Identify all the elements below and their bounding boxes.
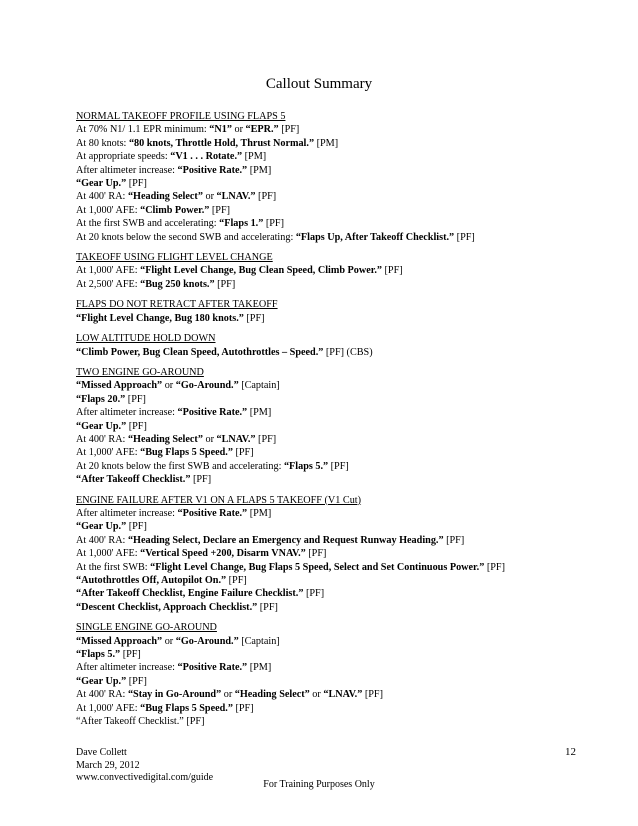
callout-phrase: “Vertical Speed +200, Disarm VNAV.” (140, 548, 306, 560)
callout-phrase: “Gear Up.” (76, 178, 127, 190)
callout-phrase: “Positive Rate.” (177, 164, 248, 176)
callout-text: At 400' RA: (76, 433, 128, 445)
callout-phrase: “Gear Up.” (76, 521, 127, 533)
callout-phrase: “Flight Level Change, Bug Flaps 5 Speed, Select and Set Continuous Power.” (150, 561, 485, 573)
section-heading: LOW ALTITUDE HOLD DOWN (76, 333, 216, 345)
callout-text: [PF] (362, 689, 383, 701)
callout-phrase: “EPR.” (245, 124, 279, 136)
section-heading: SINGLE ENGINE GO-AROUND (76, 622, 217, 634)
callout-text: [PF] (484, 561, 505, 573)
callout-text: [PM] (247, 407, 272, 419)
callout-phrase: “Go-Around.” (175, 635, 239, 647)
callout-line (76, 204, 596, 217)
callout-line (76, 473, 596, 486)
callout-text: [PM] (314, 137, 339, 149)
callout-line (76, 534, 596, 547)
callout-phrase: “Positive Rate.” (177, 407, 248, 419)
callout-text: [PF] (328, 460, 349, 472)
callout-line (76, 587, 596, 600)
callout-list (76, 110, 596, 735)
callout-phrase: “Descent Checklist, Approach Checklist.” (76, 601, 258, 613)
callout-section (76, 332, 596, 359)
callout-text: After altimeter increase: (76, 507, 178, 519)
callout-text: or (231, 124, 246, 136)
callout-text: At 400' RA: (76, 689, 128, 701)
callout-line (76, 177, 596, 190)
callout-phrase: “Stay in Go-Around” (127, 689, 222, 701)
callout-text: [PF] (CBS) (323, 346, 373, 358)
callout-text: At the first SWB: (76, 561, 151, 573)
callout-line (76, 137, 596, 150)
callout-line (76, 635, 596, 648)
footer-date: March 29, 2012 (76, 759, 140, 771)
callout-text: or (162, 380, 176, 392)
callout-text: At 1,000' AFE: (76, 548, 141, 560)
callout-text: [PM] (242, 151, 267, 163)
callout-text: [PF] (243, 312, 265, 324)
callout-phrase: “Bug 250 knots.” (140, 278, 215, 290)
callout-line (76, 312, 596, 325)
callout-phrase: “Bug Flaps 5 Speed.” (140, 702, 233, 714)
callout-phrase: “80 knots, Throttle Hold, Thrust Normal.” (128, 137, 315, 149)
section-heading: ENGINE FAILURE AFTER V1 ON A FLAPS 5 TAKEOFF (V1 Cut) (76, 494, 362, 506)
callout-text: At 20 knots below the second SWB and accelerating: (76, 231, 296, 243)
callout-text: [PM] (247, 662, 272, 674)
callout-text: [PM] (247, 164, 272, 176)
callout-text: [PF] (303, 588, 325, 600)
callout-text: [PM] (247, 507, 272, 519)
callout-phrase: “Flaps 5.” (76, 649, 121, 661)
callout-section (76, 366, 596, 487)
callout-line (76, 547, 596, 560)
callout-section (76, 621, 596, 728)
callout-text: [PF] (126, 521, 147, 533)
callout-line (76, 661, 596, 674)
callout-line (76, 231, 596, 244)
callout-text: [PF] (126, 178, 147, 190)
callout-text: [PF] (232, 702, 254, 714)
callout-line (76, 123, 596, 136)
callout-line (76, 574, 596, 587)
callout-line (76, 675, 596, 688)
callout-phrase: “Heading Select” (234, 689, 310, 701)
section-heading: NORMAL TAKEOFF PROFILE USING FLAPS 5 (76, 111, 286, 122)
callout-text: [PF] (226, 575, 247, 586)
callout-text: [PF] (126, 420, 147, 432)
callout-text: or (202, 191, 217, 203)
callout-text: or (202, 433, 217, 445)
callout-phrase: “Flaps 20.” (76, 393, 126, 405)
callout-text: At appropriate speeds: (76, 151, 171, 163)
callout-text: “After Takeoff Checklist.” [PF] (76, 716, 205, 728)
callout-text: [PF] (190, 474, 212, 486)
callout-text: At 1,000' AFE: (76, 447, 141, 459)
section-heading: TAKEOFF USING FLIGHT LEVEL CHANGE (76, 252, 273, 264)
callout-text: At the first SWB and accelerating: (76, 218, 220, 230)
callout-phrase: “Climb Power, Bug Clean Speed, Autothrottles – Speed.” (76, 346, 324, 358)
callout-line (76, 190, 596, 203)
callout-text: or (162, 635, 176, 647)
section-heading: FLAPS DO NOT RETRACT AFTER TAKEOFF (76, 299, 278, 311)
callout-text: [PF] (443, 534, 465, 546)
callout-text: At 70% N1/ 1.1 EPR minimum: (76, 124, 210, 136)
callout-text: [PF] (263, 218, 284, 230)
callout-line (76, 420, 596, 433)
callout-line (76, 406, 596, 419)
footer-url[interactable]: www.convectivedigital.com/guide (76, 772, 214, 783)
callout-phrase: “Flaps 5.” (283, 460, 329, 472)
callout-phrase: “After Takeoff Checklist.” (76, 474, 191, 486)
page-title: Callout Summary (265, 76, 373, 92)
callout-text: After altimeter increase: (76, 164, 178, 176)
callout-phrase: “Heading Select” (127, 191, 203, 203)
callout-text: [PF] (454, 231, 475, 243)
footer-notice: For Training Purposes Only (263, 779, 375, 790)
callout-text: [PF] (125, 393, 146, 405)
callout-phrase: “Bug Flaps 5 Speed.” (140, 447, 233, 459)
callout-text: [PF] (255, 191, 277, 203)
callout-line (76, 715, 596, 728)
callout-phrase: “LNAV.” (216, 433, 256, 445)
callout-line (76, 346, 596, 359)
callout-text: [Captain] (238, 635, 280, 647)
callout-text: [PF] (305, 548, 327, 560)
callout-phrase: “Positive Rate.” (177, 662, 248, 674)
callout-text: At 2,500' AFE: (76, 278, 141, 290)
callout-line (76, 702, 596, 715)
callout-text: or (221, 689, 235, 701)
callout-phrase: “Gear Up.” (76, 675, 127, 687)
callout-phrase: “Flight Level Change, Bug 180 knots.” (76, 312, 244, 324)
callout-phrase: “Flaps Up, After Takeoff Checklist.” (295, 231, 455, 243)
callout-line (76, 460, 596, 473)
callout-text: [PF] (209, 204, 231, 216)
callout-line (76, 507, 596, 520)
callout-line (76, 433, 596, 446)
callout-line (76, 379, 596, 392)
callout-phrase: “LNAV.” (323, 689, 363, 701)
callout-phrase: “Climb Power.” (140, 204, 210, 216)
callout-phrase: “Heading Select, Declare an Emergency and Request Runway Heading.” (127, 534, 444, 546)
footer-author: Dave Collett (76, 747, 127, 758)
callout-line (76, 264, 596, 277)
callout-text: [PF] (381, 265, 403, 277)
callout-text: At 1,000' AFE: (76, 265, 141, 277)
callout-line (76, 688, 596, 701)
callout-phrase: “Flaps 1.” (219, 218, 264, 230)
callout-line (76, 150, 596, 163)
callout-text: [Captain] (238, 380, 280, 392)
callout-line (76, 561, 596, 574)
callout-text: [PF] (232, 447, 254, 459)
callout-text: [PF] (214, 278, 236, 290)
callout-section (76, 251, 596, 291)
callout-line (76, 393, 596, 406)
callout-text: At 80 knots: (76, 137, 129, 149)
callout-phrase: “Autothrottles Off, Autopilot On.” (76, 575, 227, 586)
callout-text: [PF] (126, 675, 147, 687)
callout-text: At 1,000' AFE: (76, 204, 141, 216)
section-heading: TWO ENGINE GO-AROUND (76, 366, 204, 378)
callout-text: or (309, 689, 324, 701)
callout-line (76, 278, 596, 291)
callout-text: [PF] (255, 433, 277, 445)
callout-phrase: “Positive Rate.” (177, 507, 248, 519)
callout-phrase: “Gear Up.” (76, 420, 127, 432)
callout-text: At 20 knots below the first SWB and accelerating: (76, 460, 284, 472)
callout-line (76, 446, 596, 459)
callout-line (76, 648, 596, 661)
callout-line (76, 164, 596, 177)
callout-phrase: “Missed Approach” (76, 635, 163, 647)
callout-phrase: “Go-Around.” (175, 380, 239, 392)
callout-phrase: “Heading Select” (127, 433, 203, 445)
callout-phrase: “Missed Approach” (76, 380, 163, 392)
callout-text: At 400' RA: (76, 534, 128, 546)
callout-section (76, 494, 596, 615)
page-number: 12 (565, 746, 576, 758)
callout-line (76, 601, 596, 614)
callout-text: [PF] (120, 649, 141, 661)
callout-phrase: “N1” (209, 124, 232, 136)
callout-phrase: “After Takeoff Checklist, Engine Failure Checklist.” (76, 588, 304, 600)
callout-text: [PF] (278, 124, 300, 136)
callout-phrase: “Flight Level Change, Bug Clean Speed, Climb Power.” (140, 265, 382, 277)
callout-text: At 400' RA: (76, 191, 128, 203)
callout-section (76, 298, 596, 325)
callout-line (76, 217, 596, 230)
callout-text: After altimeter increase: (76, 662, 178, 674)
callout-text: After altimeter increase: (76, 407, 178, 419)
callout-text: [PF] (257, 601, 278, 613)
callout-phrase: “LNAV.” (216, 191, 256, 203)
callout-line (76, 520, 596, 533)
callout-text: At 1,000' AFE: (76, 702, 141, 714)
callout-phrase: “V1 . . . Rotate.” (170, 151, 243, 163)
callout-section (76, 110, 596, 244)
